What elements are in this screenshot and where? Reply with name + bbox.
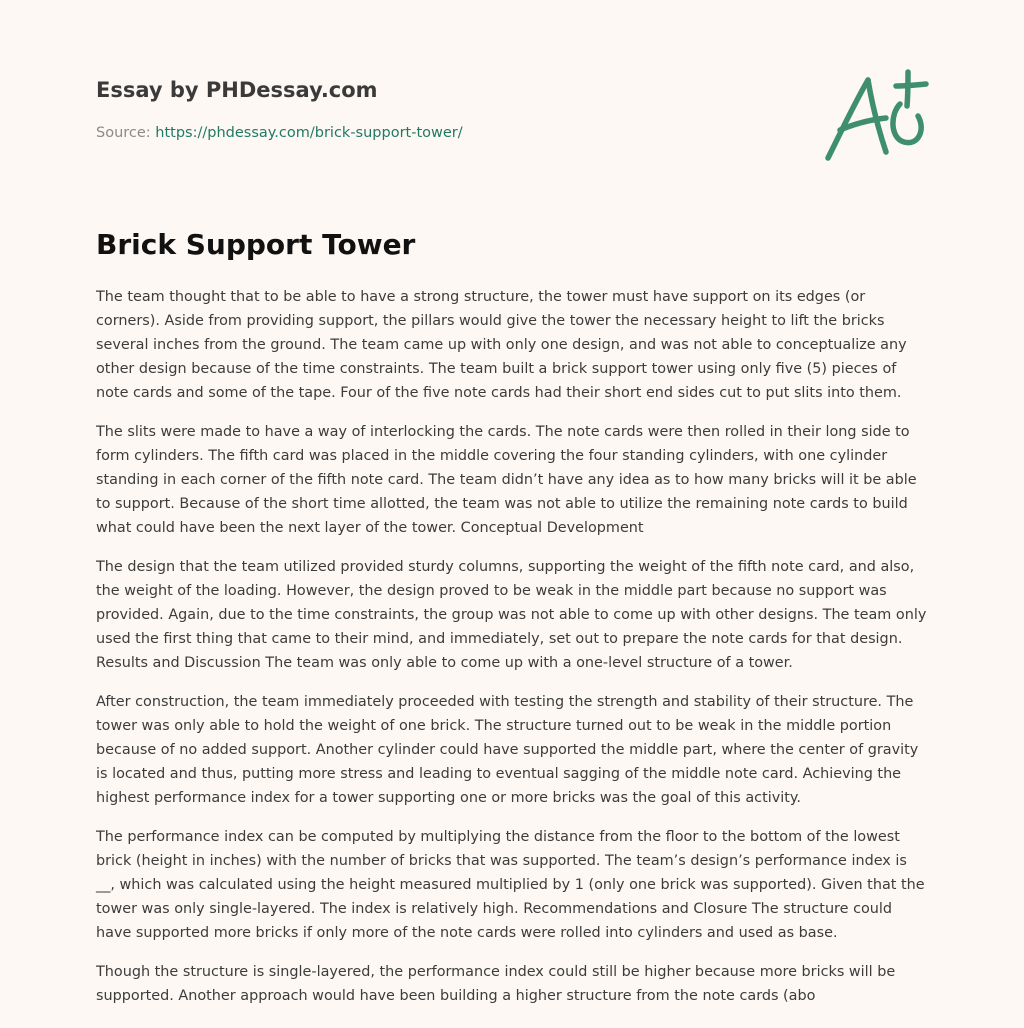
essay-body bbox=[96, 285, 928, 1023]
a-plus-grade-logo-icon bbox=[820, 64, 932, 168]
source-line bbox=[96, 123, 463, 143]
essay-paragraph: The slits were made to have a way of interlocking the cards. The note cards were then rolled in their long side to form cylinders. The fifth card was placed in the middle covering the four standing cylinders, with one cylinder standing in each corner of the fifth note card. The team didn’t have any idea as to how many bricks will it be able to support. Because of the short time allotted, the team was not able to utilize the remaining note cards to build what could have been the next layer of the tower. Conceptual Development bbox=[96, 424, 917, 536]
essay-paragraph: The design that the team utilized provided sturdy columns, supporting the weight of the fifth note card, and also, the weight of the loading. However, the design proved to be weak in the middle part because no support was provided. Again, due to the time constraints, the group was not able to come up with other designs. The team only used the first thing that came to their mind, and immediately, set out to prepare the note cards for that design. Results and Discussion The team was only able to come up with a one-level structure of a tower. bbox=[96, 559, 927, 671]
source-label: Source: bbox=[96, 125, 156, 141]
site-brand-heading: Essay by PHDessay.com bbox=[96, 78, 378, 102]
essay-paragraph: The performance index can be computed by multiplying the distance from the floor to the bottom of the lowest brick (height in inches) with the number of bricks that was supported. The team’s design’s performance index is __, which was calculated using the height measured multiplied by 1 (only one brick was supported). Given that the tower was only single-layered. The index is relatively high. Recommendations and Closure The structure could have supported more bricks if only more of the note cards were rolled into cylinders and used as base. bbox=[96, 829, 925, 941]
essay-paragraph: After construction, the team immediately proceeded with testing the strength and stability of their structure. The tower was only able to hold the weight of one brick. The structure turned out to be weak in the middle portion because of no added support. Another cylinder could have supported the middle part, where the center of gravity is located and thus, putting more stress and leading to eventual sagging of the middle note card. Achieving the highest performance index for a tower supporting one or more bricks was the goal of this activity. bbox=[96, 694, 919, 806]
essay-paragraph: Though the structure is single-layered, the performance index could still be higher because more bricks will be supported. Another approach would have been building a higher structure from the note cards (abo bbox=[96, 964, 896, 1004]
essay-paragraph: The team thought that to be able to have a strong structure, the tower must have support on its edges (or corners). Aside from providing support, the pillars would give the tower the necessary height to lift the bricks several inches from the ground. The team came up with only one design, and was not able to conceptualize any other design because of the time constraints. The team built a brick support tower using only five (5) pieces of note cards and some of the tape. Four of the five note cards had their short end sides cut to put slits into them. bbox=[96, 289, 907, 401]
essay-title: Brick Support Tower bbox=[96, 228, 416, 261]
source-link[interactable]: https://phdessay.com/brick-support-tower/ bbox=[155, 125, 463, 141]
